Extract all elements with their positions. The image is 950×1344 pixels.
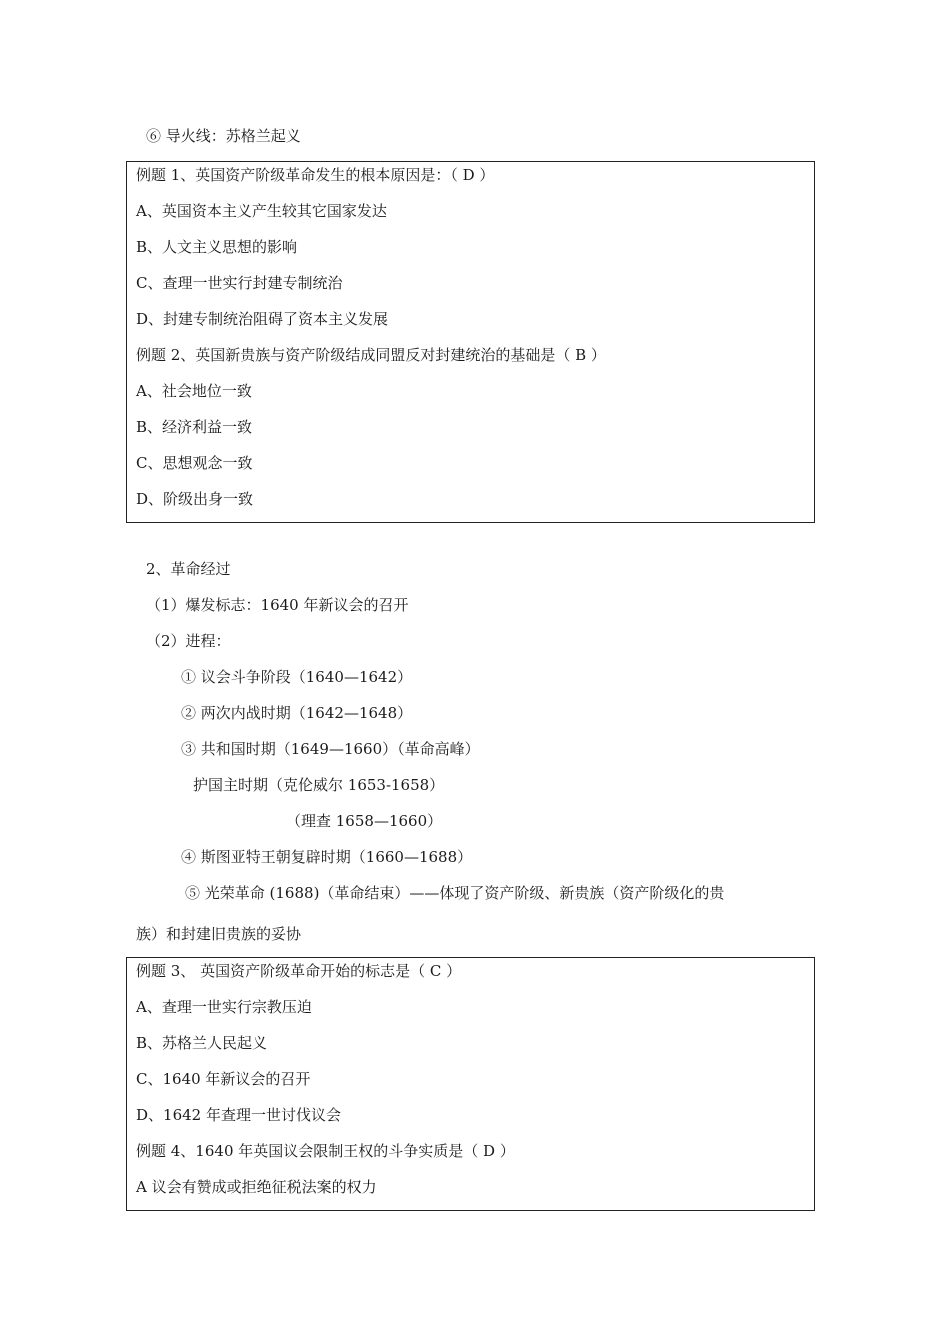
box1-row: D、封建专制统治阻碍了资本主义发展 [136, 310, 389, 328]
box1-row: 例题 1、英国资产阶级革命发生的根本原因是：（ D ） [136, 166, 495, 184]
box2-row: C、1640 年新议会的召开 [136, 1070, 311, 1088]
box1-row: B、人文主义思想的影响 [136, 238, 298, 256]
box1-row: A、社会地位一致 [136, 382, 252, 400]
box1-row: 例题 2、英国新贵族与资产阶级结成同盟反对封建统治的基础是（ B ） [136, 346, 606, 364]
section-heading: 2、革命经过 [146, 560, 231, 578]
stage-item-3: ③ 共和国时期（1649—1660）（革命高峰） [181, 740, 480, 758]
intro-item-fuse: ⑥ 导火线：苏格兰起义 [146, 127, 301, 145]
box1-row: B、经济利益一致 [136, 418, 253, 436]
sub-item-process: （2）进程： [146, 632, 231, 650]
box1-row: D、阶级出身一致 [136, 490, 254, 508]
box2-row: 例题 4、1640 年英国议会限制王权的斗争实质是（ D ） [136, 1142, 515, 1160]
stage-item-5-continued: 族）和封建旧贵族的妥协 [136, 925, 302, 943]
example-box-2 [126, 957, 815, 1211]
box2-row: B、苏格兰人民起义 [136, 1034, 268, 1052]
stage-item-2: ② 两次内战时期（1642—1648） [181, 704, 413, 722]
example-box-1 [126, 161, 815, 523]
box2-row: 例题 3、 英国资产阶级革命开始的标志是（ C ） [136, 962, 462, 980]
stage-item-4: ④ 斯图亚特王朝复辟时期（1660—1688） [181, 848, 473, 866]
stage-item-1: ① 议会斗争阶段（1640—1642） [181, 668, 413, 686]
sub-item-outbreak: （1）爆发标志：1640 年新议会的召开 [146, 596, 409, 614]
protectorate-line: 护国主时期（克伦威尔 1653-1658） [193, 776, 445, 794]
box1-row: C、查理一世实行封建专制统治 [136, 274, 343, 292]
box1-row: A、英国资本主义产生较其它国家发达 [136, 202, 387, 220]
box2-row: A、查理一世实行宗教压迫 [136, 998, 312, 1016]
richard-line: （理查 1658—1660） [286, 812, 443, 830]
box2-row: A 议会有赞成或拒绝征税法案的权力 [136, 1178, 377, 1196]
stage-item-5: ⑤ 光荣革命 (1688)（革命结束）——体现了资产阶级、新贵族（资产阶级化的贵 [185, 884, 725, 902]
box2-row: D、1642 年查理一世讨伐议会 [136, 1106, 341, 1124]
box1-row: C、思想观念一致 [136, 454, 253, 472]
